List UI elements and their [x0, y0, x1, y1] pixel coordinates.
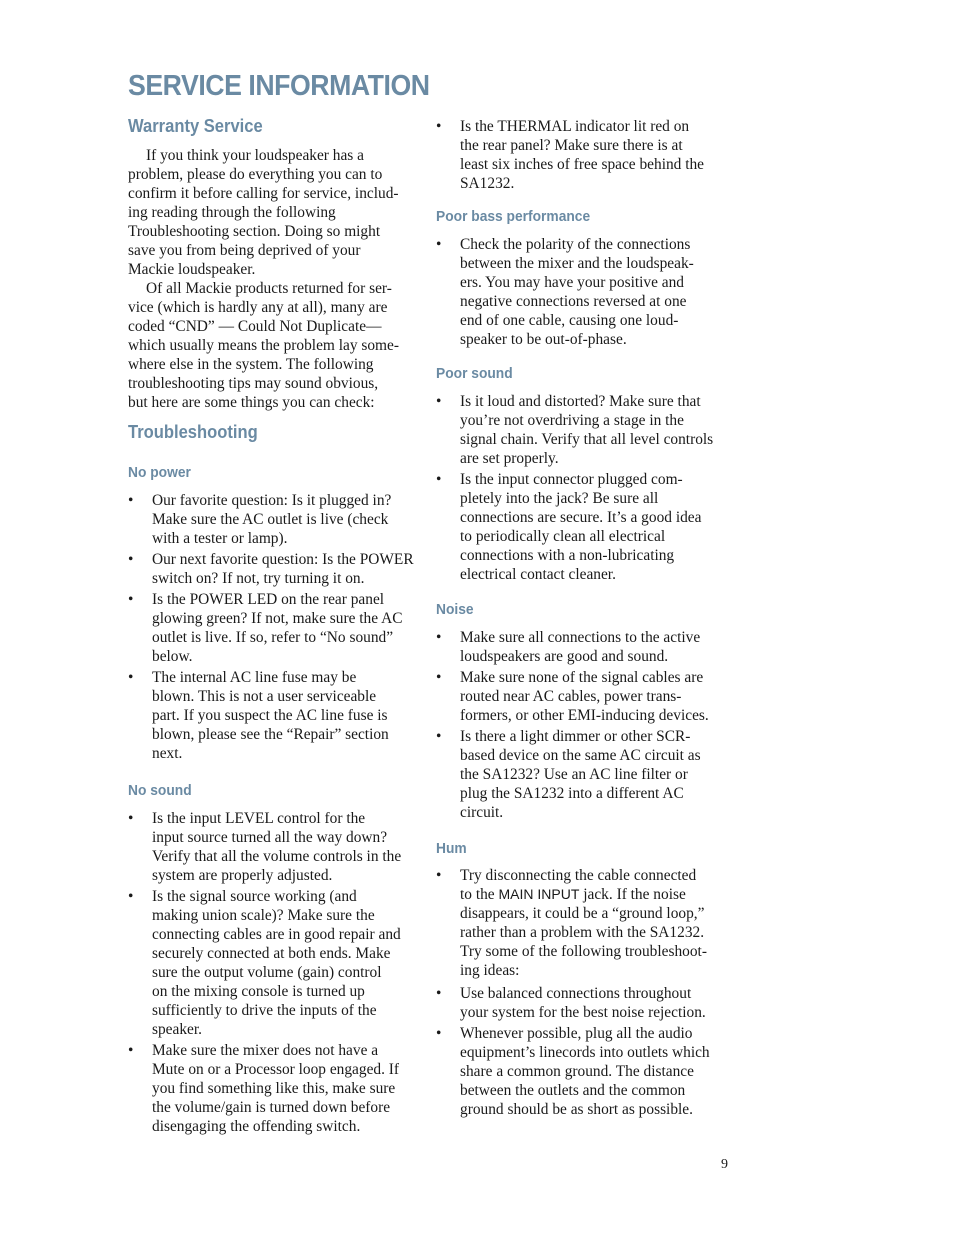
no-sound-heading-block — [128, 782, 420, 799]
item-line: outlet is live. If so, refer to “No sound” — [152, 629, 394, 646]
item-line: negative connections reversed at one — [460, 293, 687, 310]
list-item — [436, 727, 731, 822]
no-power-list — [128, 491, 420, 765]
item-line: Try disconnecting the cable connected — [460, 867, 697, 884]
bullet-dot: • — [128, 669, 134, 686]
hum-list-more — [436, 984, 731, 1121]
item-line: switch on? If not, try turning it on. — [152, 570, 365, 587]
list-item — [436, 117, 731, 193]
item-line: Our next favorite question: Is the POWER — [152, 551, 414, 568]
item-line: with a tester or lamp). — [152, 530, 288, 547]
item-line: disappears, it could be a “ground loop,” — [460, 905, 705, 922]
noise-list — [436, 628, 731, 824]
no-power-heading: No power — [128, 464, 191, 481]
bullet-dot: • — [436, 393, 442, 410]
item-line: Is the signal source working (and — [152, 888, 357, 905]
item-line: Try some of the following troubleshoot- — [460, 943, 707, 960]
paragraph-line: problem, please do everything you can to — [128, 166, 383, 183]
item-line: least six inches of free space behind the — [460, 156, 705, 173]
hum-list — [436, 866, 731, 982]
item-line: pletely into the jack? Be sure all — [460, 490, 659, 507]
noise-heading-block — [436, 601, 731, 618]
item-line: sufficiently to drive the inputs of the — [152, 1002, 377, 1019]
item-line: signal chain. Verify that all level controls — [460, 431, 714, 448]
item-line: blown, please see the “Repair” section — [152, 726, 389, 743]
item-rest — [460, 904, 731, 980]
paragraph-line: where else in the system. The following — [128, 356, 374, 373]
bullet-dot: • — [128, 591, 134, 608]
bullet-dot: • — [436, 728, 442, 745]
item-line: SA1232. — [460, 175, 515, 192]
bullet-dot: • — [128, 492, 134, 509]
poor-bass-list — [436, 235, 731, 351]
paragraph-line: Mackie loudspeaker. — [128, 261, 256, 278]
item-line: the rear panel? Make sure there is at — [460, 137, 683, 154]
bullet-dot: • — [128, 888, 134, 905]
thermal-list — [436, 117, 731, 195]
hum-heading: Hum — [436, 840, 467, 857]
item-line: equipment’s linecords into outlets which — [460, 1044, 710, 1061]
item-line: end of one cable, causing one loud- — [460, 312, 679, 329]
item-line: Is it loud and distorted? Make sure that — [460, 393, 701, 410]
list-item — [128, 887, 420, 1039]
list-item — [436, 470, 731, 584]
item-line: blown. This is not a user serviceable — [152, 688, 377, 705]
no-sound-heading: No sound — [128, 782, 192, 799]
item-line: Make sure none of the signal cables are — [460, 669, 704, 686]
item-line: rather than a problem with the SA1232. — [460, 924, 705, 941]
item-line — [460, 885, 731, 904]
poor-bass-heading-block — [436, 208, 731, 225]
item-line: next. — [152, 745, 183, 762]
item-line: Mute on or a Processor loop engaged. If — [152, 1061, 400, 1078]
no-power-heading-block — [128, 464, 420, 481]
list-item — [128, 809, 420, 885]
list-item — [128, 1041, 420, 1136]
item-line: you’re not overdriving a stage in the — [460, 412, 684, 429]
item-line: between the mixer and the loudspeak- — [460, 255, 694, 272]
item-line: connections with a non-lubricating — [460, 547, 675, 564]
item-text: to the — [460, 886, 495, 903]
item-line: connecting cables are in good repair and — [152, 926, 401, 943]
item-line: Is the POWER LED on the rear panel — [152, 591, 385, 608]
paragraph-line: troubleshooting tips may sound obvious, — [128, 375, 379, 392]
poor-sound-heading: Poor sound — [436, 365, 513, 382]
bullet-dot: • — [436, 118, 442, 135]
page-number: 9 — [721, 1157, 728, 1172]
item-line: the SA1232? Use an AC line filter or — [460, 766, 688, 783]
list-item — [436, 1024, 731, 1119]
item-line: The internal AC line fuse may be — [152, 669, 357, 686]
paragraph-line: Troubleshooting section. Doing so might — [128, 223, 381, 240]
noise-heading: Noise — [436, 601, 474, 618]
item-text: jack. If the noise — [583, 886, 686, 903]
item-line: you find something like this, make sure — [152, 1080, 396, 1097]
item-line: Is there a light dimmer or other SCR- — [460, 728, 691, 745]
list-item — [128, 491, 420, 548]
paragraph-line: but here are some things you can check: — [128, 394, 375, 411]
paragraph-line: ing reading through the following — [128, 204, 336, 221]
list-item — [128, 668, 420, 763]
bullet-dot: • — [128, 1042, 134, 1059]
list-item — [436, 866, 731, 980]
item-line: connections are secure. It’s a good idea — [460, 509, 702, 526]
item-line: below. — [152, 648, 193, 665]
bullet-dot: • — [436, 236, 442, 253]
hum-heading-block — [436, 840, 731, 857]
list-item — [436, 984, 731, 1022]
item-line: Is the input LEVEL control for the — [152, 810, 366, 827]
bullet-dot: • — [128, 810, 134, 827]
bullet-dot: • — [436, 669, 442, 686]
list-item — [436, 668, 731, 725]
bullet-dot: • — [436, 471, 442, 488]
warranty-text — [128, 146, 420, 412]
paragraph-line: save you from being deprived of your — [128, 242, 361, 259]
paragraph-line: coded “CND” — Could Not Duplicate— — [128, 318, 382, 335]
list-item — [128, 590, 420, 666]
item-line: plug the SA1232 into a different AC — [460, 785, 684, 802]
poor-bass-heading: Poor bass performance — [436, 208, 591, 225]
paragraph-line: vice (which is hardly any at all), many are — [128, 299, 388, 316]
item-line: Make sure the AC outlet is live (check — [152, 511, 389, 528]
list-item — [436, 392, 731, 468]
item-line: ers. You may have your positive and — [460, 274, 684, 291]
warranty-heading-block — [128, 116, 420, 137]
item-line: Verify that all the volume controls in the — [152, 848, 402, 865]
item-line: part. If you suspect the AC line fuse is — [152, 707, 388, 724]
item-line: between the outlets and the common — [460, 1082, 686, 1099]
warranty-paragraph — [128, 279, 420, 412]
item-line: Check the polarity of the connections — [460, 236, 691, 253]
item-line: speaker to be out-of-phase. — [460, 331, 627, 348]
troubleshooting-heading-block — [128, 422, 420, 443]
page-title: SERVICE INFORMATION — [128, 70, 430, 102]
item-line: ing ideas: — [460, 962, 520, 979]
warranty-paragraph — [128, 146, 420, 279]
item-line: your system for the best noise rejection. — [460, 1004, 706, 1021]
bullet-dot: • — [436, 985, 442, 1002]
troubleshooting-heading: Troubleshooting — [128, 422, 258, 442]
item-line: are set properly. — [460, 450, 559, 467]
poor-sound-heading-block — [436, 365, 731, 382]
list-item — [436, 235, 731, 349]
item-line: Use balanced connections throughout — [460, 985, 692, 1002]
item-line: making union scale)? Make sure the — [152, 907, 375, 924]
paragraph-line: Of all Mackie products returned for ser- — [146, 280, 392, 297]
list-item — [128, 550, 420, 588]
item-line: glowing green? If not, make sure the AC — [152, 610, 403, 627]
item-line: Our favorite question: Is it plugged in? — [152, 492, 392, 509]
item-line: to periodically clean all electrical — [460, 528, 666, 545]
item-line: system are properly adjusted. — [152, 867, 333, 884]
item-line: sure the output volume (gain) control — [152, 964, 382, 981]
paragraph-line: which usually means the problem lay some- — [128, 337, 399, 354]
item-line: routed near AC cables, power trans- — [460, 688, 682, 705]
bullet-dot: • — [128, 551, 134, 568]
main-input-label: MAIN INPUT — [498, 886, 580, 902]
item-line: Whenever possible, plug all the audio — [460, 1025, 693, 1042]
no-sound-list — [128, 809, 420, 1138]
item-line: Is the input connector plugged com- — [460, 471, 683, 488]
item-line: circuit. — [460, 804, 504, 821]
item-line: disengaging the offending switch. — [152, 1118, 361, 1135]
paragraph-line: If you think your loudspeaker has a — [146, 147, 364, 164]
item-line: ground should be as short as possible. — [460, 1101, 693, 1118]
item-line: input source turned all the way down? — [152, 829, 388, 846]
item-line: on the mixing console is turned up — [152, 983, 365, 1000]
item-line: loudspeakers are good and sound. — [460, 648, 669, 665]
item-line: based device on the same AC circuit as — [460, 747, 701, 764]
item-line: electrical contact cleaner. — [460, 566, 616, 583]
bullet-dot: • — [436, 1025, 442, 1042]
item-line: share a common ground. The distance — [460, 1063, 694, 1080]
item-line: securely connected at both ends. Make — [152, 945, 391, 962]
bullet-dot: • — [436, 629, 442, 646]
item-line: Make sure all connections to the active — [460, 629, 701, 646]
paragraph-line: confirm it before calling for service, includ- — [128, 185, 399, 202]
item-line: Is the THERMAL indicator lit red on — [460, 118, 690, 135]
list-item — [436, 628, 731, 666]
item-line: the volume/gain is turned down before — [152, 1099, 391, 1116]
item-line: speaker. — [152, 1021, 202, 1038]
poor-sound-list — [436, 392, 731, 586]
bullet-dot: • — [436, 867, 442, 884]
item-line: Make sure the mixer does not have a — [152, 1042, 379, 1059]
item-line: formers, or other EMI-inducing devices. — [460, 707, 709, 724]
warranty-heading: Warranty Service — [128, 116, 263, 136]
